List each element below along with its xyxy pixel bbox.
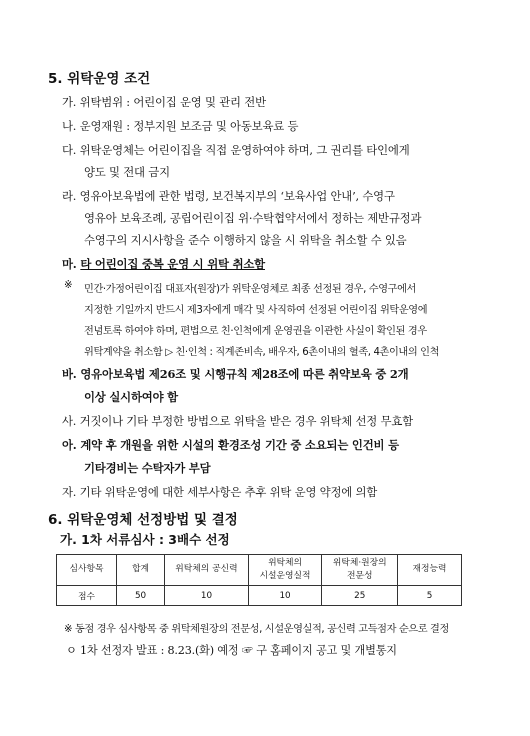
table-cell: 50 [116,586,164,606]
item-ra-continuation-2: 수영구의 지시사항을 준수 이행하지 않을 시 위탁을 취소할 수 있음 [84,233,407,247]
item-ma-prefix: 마. [62,257,77,271]
item-ba-prefix: 바. [62,367,77,381]
item-ja-prefix: 자. [62,485,77,499]
item-da-prefix: 다. [62,143,77,157]
item-ba-text: 영유아보육법 제26조 및 시행규칙 제28조에 따른 취약보육 중 2개 [80,367,409,381]
header-text: 합계 [132,564,150,575]
header-text: 재정능력 [412,564,447,575]
header-text: 위탁체의 공신력 [175,564,238,575]
item-ga-text: 위탁범위 : 어린이집 운영 및 관리 전반 [79,95,266,109]
item-na [62,118,298,134]
header-text: 시설운영실적 [259,571,311,581]
table-header-cell [116,555,164,586]
item-da-continuation: 양도 및 전대 금지 [84,165,170,179]
item-ga [62,94,266,110]
item-ba-continuation: 이상 실시하여야 함 [84,390,178,404]
table-cell: 25 [322,586,398,606]
note-line-1: 민간·가정어린이집 대표자(원장)가 위탁운영체로 최종 선정된 경우, 수영구에서 [84,284,416,295]
header-text: 위탁체·원장의 [332,557,387,568]
item-ma-text: 타 어린이집 중복 운영 시 위탁 취소함 [80,257,265,271]
announcement-line: ㅇ 1차 선정자 발표 : 8.23.(화) 예정 ☞ 구 홈페이지 공고 및 개별통지 [66,644,397,657]
item-a-text: 계약 후 개원을 위한 시설의 환경조성 기간 중 소요되는 인건비 등 [80,438,399,452]
item-ma [62,256,265,272]
table-header-row [57,555,462,586]
item-na-text: 운영재원 : 정부지원 보조금 및 아동보육료 등 [79,119,299,133]
item-sa-prefix: 사. [62,414,77,428]
item-a-continuation: 기타경비는 수탁자가 부담 [84,461,211,475]
note-line-4: 위탁계약을 취소함 ▷ 친·인척 : 직계존비속, 배우자, 6촌이내의 혈족, 4촌이내의 인척 [84,347,440,358]
item-ja [62,484,377,500]
section-6-title: 6. 위탁운영체 선정방법 및 결정 [48,512,238,528]
table-row [57,586,462,606]
table-header-cell [248,555,322,586]
header-text: 전문성 [347,571,373,581]
section-6-subtitle: 가. 1차 서류심사 : 3배수 선정 [60,532,230,547]
item-ra-continuation-1: 영유아 보육조례, 공립어린이집 위·수탁협약서에서 정하는 제반규정과 [84,211,422,225]
note-mark: ※ [64,280,73,291]
item-ja-text: 기타 위탁운영에 대한 세부사항은 추후 위탁 운영 약정에 의함 [79,485,378,499]
item-da [62,142,410,158]
item-ga-prefix: 가. [62,95,77,109]
item-ra-text: 영유아보육법에 관한 법령, 보건복지부의 ‘보육사업 안내’, 수영구 [79,189,395,203]
item-na-prefix: 나. [62,119,77,133]
tie-break-note: ※ 동점 경우 심사항목 중 위탁체원장의 전문성, 시설운영실적, 공신력 고득점자 순으로 결정 [64,624,449,635]
note-line-2: 지정한 기일까지 반드시 제3자에게 매각 및 사직하여 선정된 어린이집 위탁운영에 [84,305,428,316]
table-header-cell [322,555,398,586]
item-ra-prefix: 라. [62,189,77,203]
section-5-title: 5. 위탁운영 조건 [48,71,151,87]
table-header-cell [57,555,117,586]
table-cell: 10 [248,586,322,606]
item-ba [62,366,408,382]
header-text: 심사항목 [69,564,104,575]
item-a-prefix: 아. [62,438,77,452]
table-header-cell [165,555,249,586]
screening-score-table [56,554,462,606]
item-da-text: 위탁운영체는 어린이집을 직접 운영하여야 하며, 그 권리를 타인에게 [79,143,410,157]
note-line-3: 전념토록 하여야 하며, 편법으로 친·인척에게 운영권을 이관한 사실이 확인된 경우 [84,326,427,337]
header-text: 위탁체의 [268,557,303,568]
table-cell: 5 [398,586,462,606]
table-cell: 10 [165,586,249,606]
item-sa [62,413,413,429]
table-cell: 점수 [57,586,117,606]
item-a [62,437,399,453]
item-sa-text: 거짓이나 기타 부정한 방법으로 위탁을 받은 경우 위탁체 선정 무효함 [79,414,413,428]
table-header-cell [398,555,462,586]
item-ra [62,188,395,204]
